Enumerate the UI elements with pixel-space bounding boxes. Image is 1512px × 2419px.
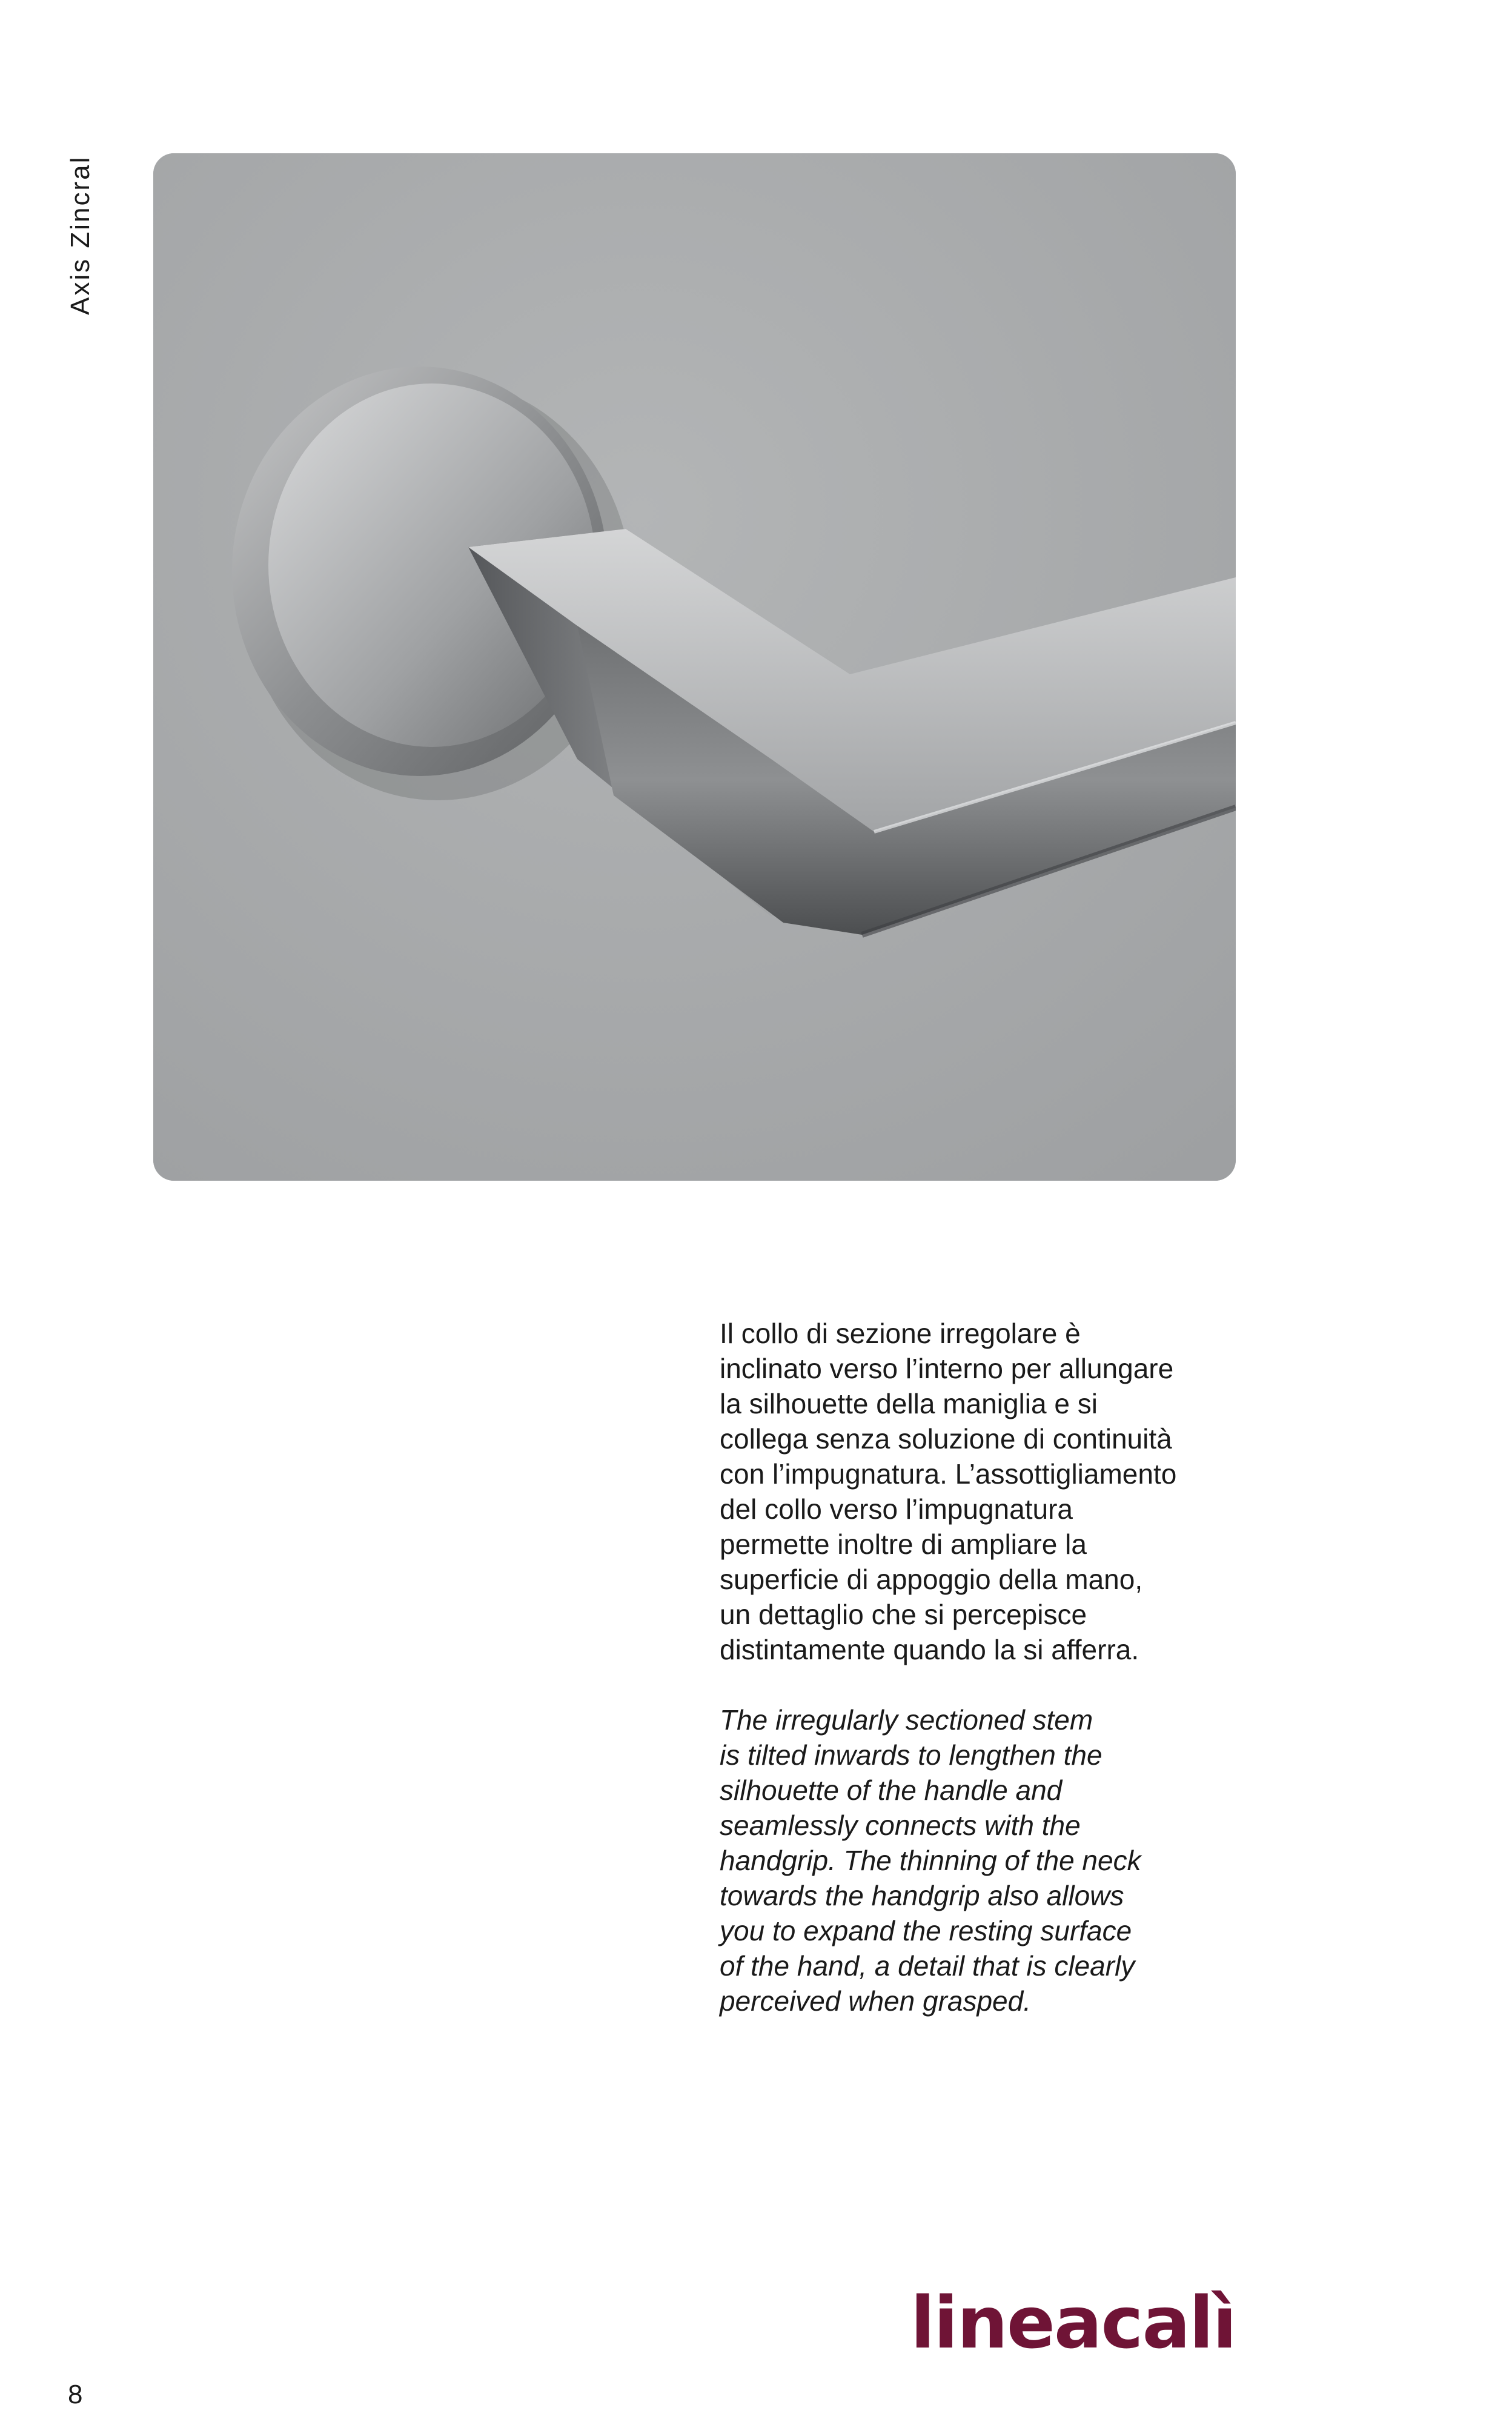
product-photo [153, 153, 1236, 1181]
side-title: Axis Zincral [65, 155, 95, 315]
description-text [720, 1316, 1265, 2019]
description-english: The irregularly sectioned stem is tilted inwards to lengthen the silhouette of the handle and seamlessly connects with the handgrip. The thinning of the neck towards the handgrip also allows you to expand the resting surface of the hand, a detail that is clearly perceived when grasped. [720, 1704, 1141, 2017]
description-italian: Il collo di sezione irregolare è inclinato verso l’interno per allungare la silhouette della maniglia e si collega senza soluzione di continuità con l’impugnatura. L’assottigliamento del collo verso l’impugnatura permette inoltre di ampliare la superficie di appoggio della mano, un dettaglio che si percepisce distintamente quando la si afferra. [720, 1318, 1177, 1665]
page-number: 8 [68, 2380, 83, 2409]
brand-logo: lineacalì [910, 2281, 1236, 2364]
